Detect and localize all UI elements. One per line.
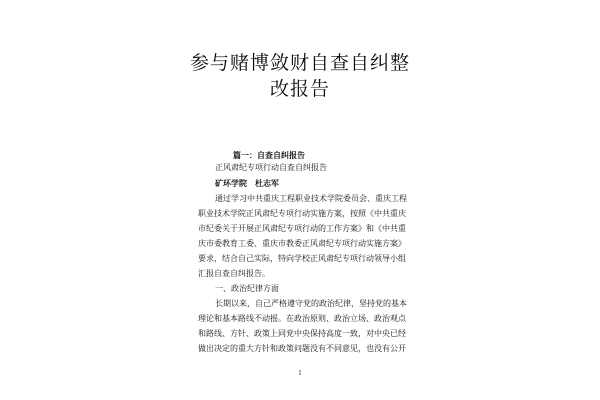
document-title-line-2: 改报告 <box>269 78 330 100</box>
body-line: 要求，结合自己实际，特向学校正风肃纪专项行动领导小组 <box>198 254 406 263</box>
body-line: 职业技术学院正风肃纪专项行动实施方案，按照《中共重庆 <box>198 209 406 218</box>
body-line: 和路线、方针、政策上同党中央保持高度一致，对中央已经 <box>198 329 406 338</box>
body-line: 汇报自查自纠报告。 <box>198 269 270 278</box>
page-number: 1 <box>298 370 302 377</box>
body-line: 长期以来，自己严格遵守党的政治纪律，坚持党的基本 <box>215 299 407 308</box>
body-line: 庆市委教育工委、重庆市教委正风肃纪专项行动实施方案》 <box>198 239 406 248</box>
body-line: 市纪委关于开展正风肃纪专项行动的工作方案》和《中共重 <box>198 224 406 233</box>
subtitle-line: 正风肃纪专项行动自查自纠报告 <box>215 163 327 172</box>
body-line: 做出决定的重大方针和政策问题没有不同意见，也没有公开 <box>198 344 406 353</box>
author-line: 矿环学院 杜志军 <box>215 178 279 188</box>
body-line: 理论和基本路线不动摇。在政治原则、政治立场、政治观点 <box>198 314 406 323</box>
document-title-line-1: 参与赌博敛财自查自纠整 <box>189 52 410 74</box>
section-heading: 篇一：自查自纠报告 <box>233 150 305 160</box>
section-line: 一、政治纪律方面 <box>215 284 279 293</box>
body-line: 通过学习中共重庆工程职业技术学院委员会、重庆工程 <box>215 194 407 203</box>
